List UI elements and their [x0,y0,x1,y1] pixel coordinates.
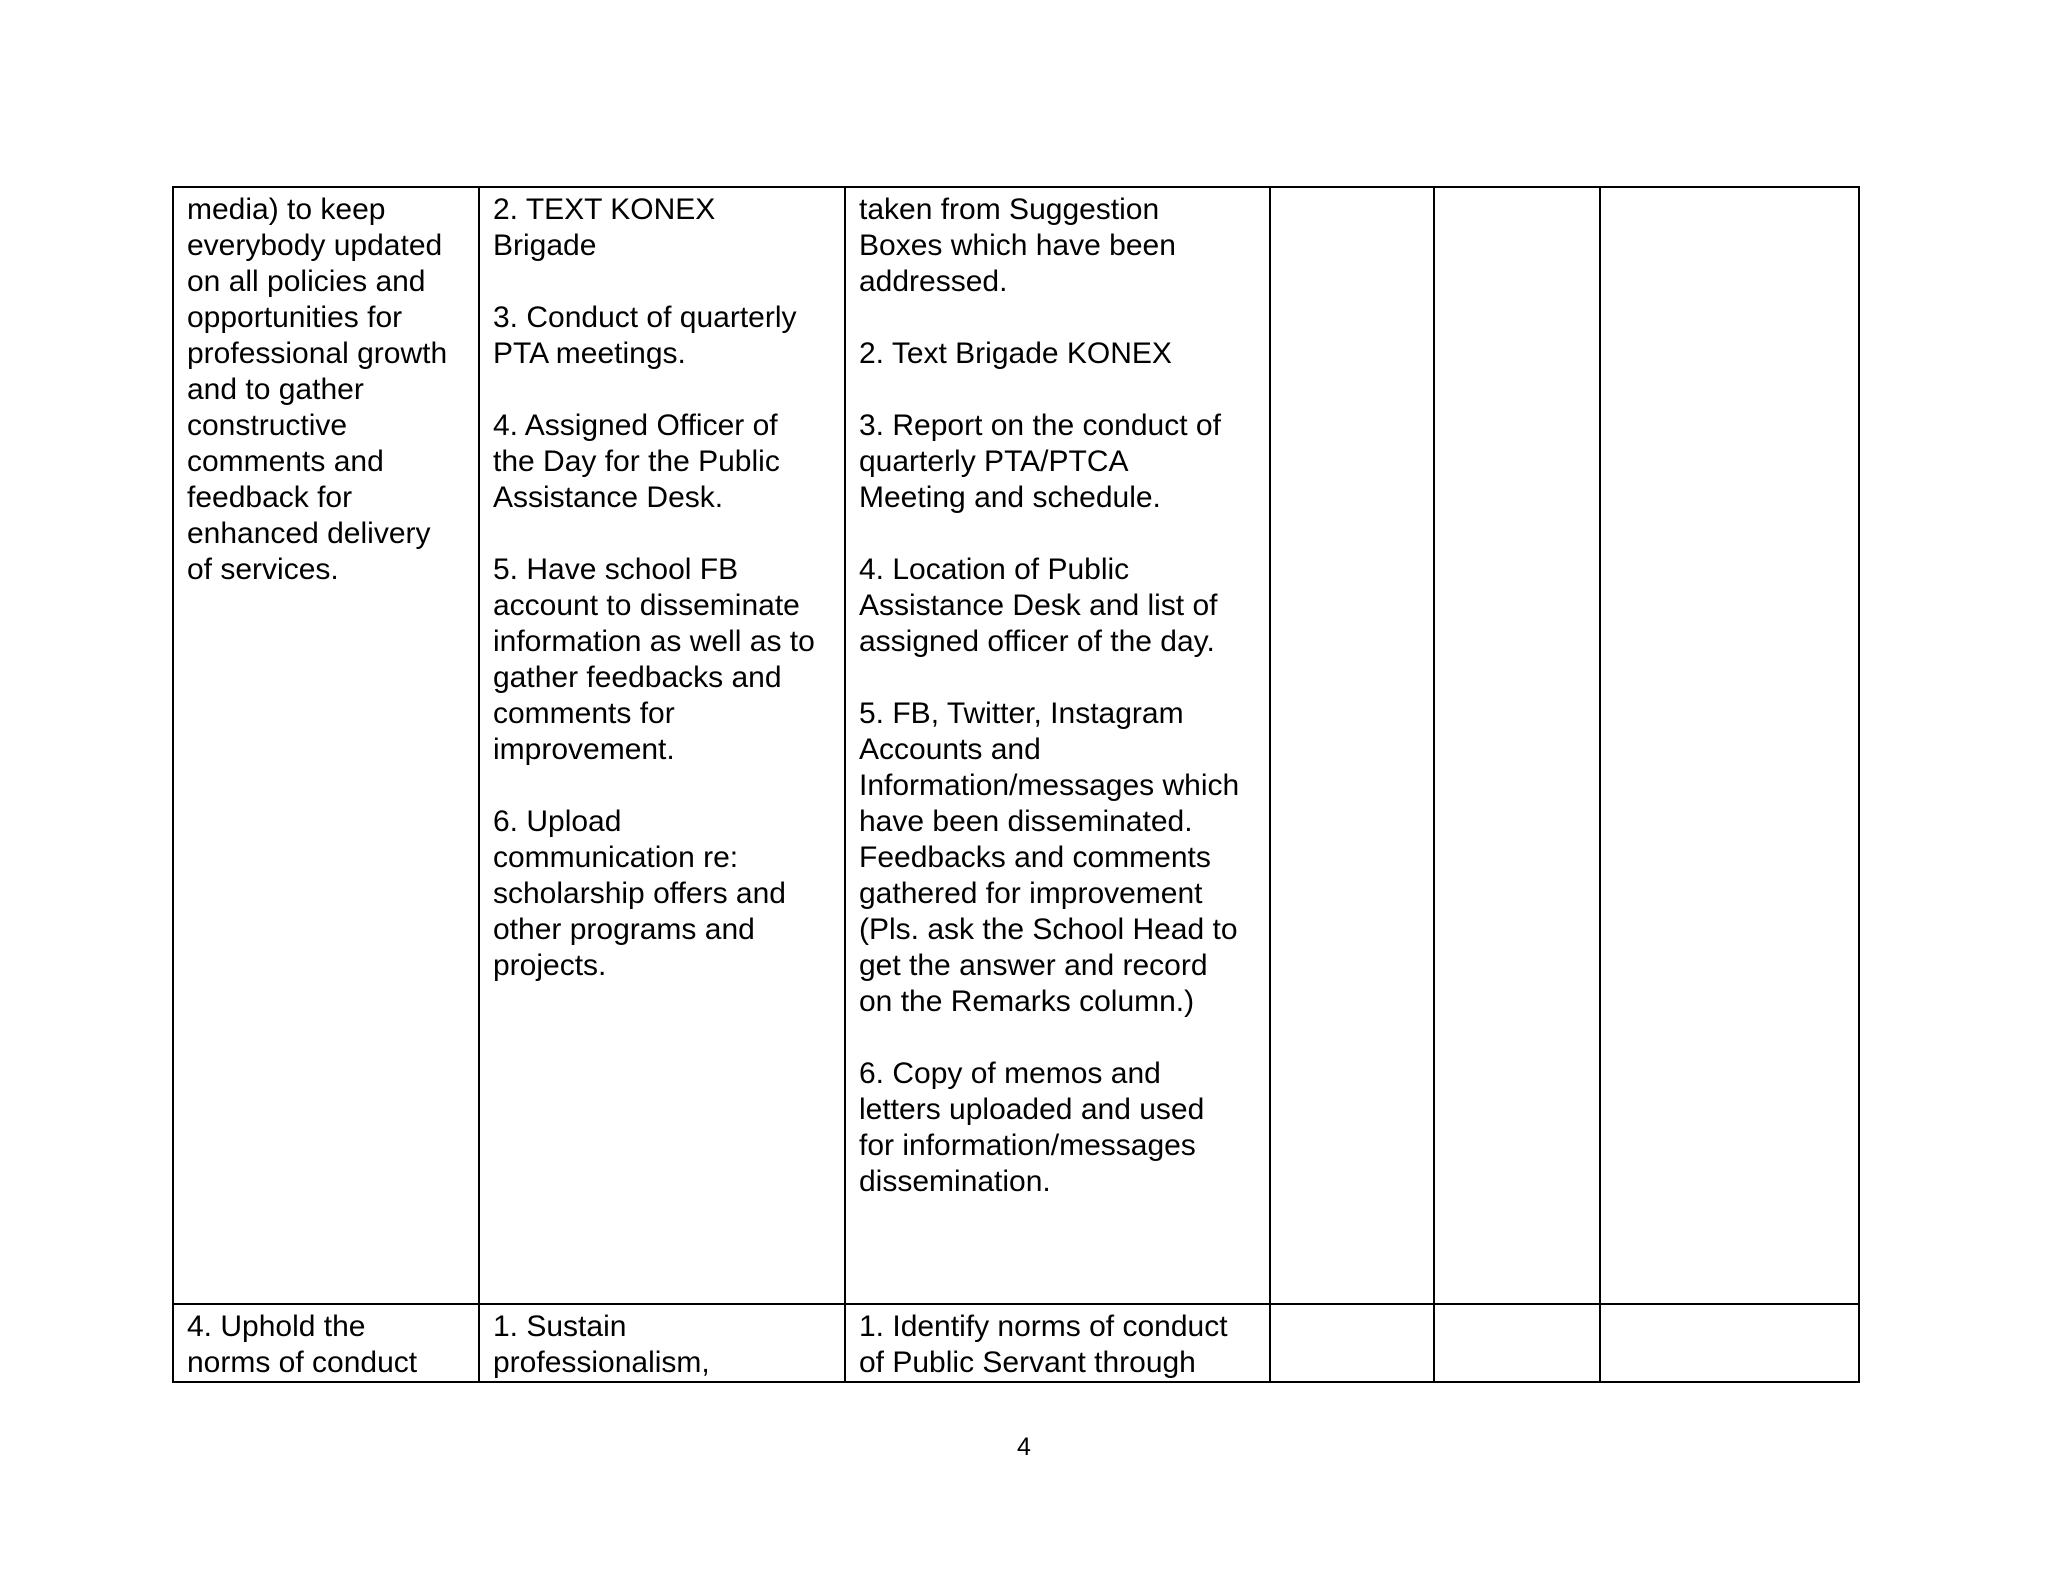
cell-paragraph: 6. Copy of memos and letters uploaded and used for information/messages dissemination. [859,1057,1205,1198]
cell-text: 1. Identify norms of conduct of Public Servant through [859,1310,1228,1379]
table-cell-empty [1434,187,1600,1304]
cell-paragraph: 6. Upload communication re: scholarship offers and other programs and projects. [493,805,786,982]
cell-paragraph: 3. Conduct of quarterly PTA meetings. [493,301,797,370]
table-cell-objective [173,1304,479,1382]
table-cell-empty [1270,187,1434,1304]
cell-paragraph: 2. Text Brigade KONEX [859,337,1172,370]
table-cell-evidence [845,187,1270,1304]
table-cell-empty [1600,1304,1859,1382]
table-cell-empty [1434,1304,1600,1382]
cell-paragraph: 5. Have school FB account to disseminate information as well as to gather feedbacks and comments for improvement. [493,553,815,766]
table-row [173,187,1859,1304]
page-number: 4 [1017,1433,1031,1461]
table-cell-objective [173,187,479,1304]
table-cell-activities [479,1304,845,1382]
cell-paragraph: 4. Location of Public Assistance Desk and list of assigned officer of the day. [859,553,1218,658]
cell-paragraph: 2. TEXT KONEX Brigade [493,193,716,262]
table-cell-empty [1600,187,1859,1304]
document-table [172,186,1860,1383]
table-cell-activities [479,187,845,1304]
cell-text: media) to keep everybody updated on all policies and opportunities for professional growth and to gather constructive comments and feedback for enhanced delivery of services. [187,193,448,586]
table-cell-empty [1270,1304,1434,1382]
cell-paragraph: 4. Assigned Officer of the Day for the Public Assistance Desk. [493,409,780,514]
cell-paragraph: 5. FB, Twitter, Instagram Accounts and Information/messages which have been disseminated. Feedbacks and comments gathered for improvement (Pls. ask the School Head to get the answer and record on the Remarks column.) [859,697,1240,1018]
table-row [173,1304,1859,1382]
cell-text: 1. Sustain professionalism, [493,1310,710,1379]
cell-paragraph: 3. Report on the conduct of quarterly PTA/PTCA Meeting and schedule. [859,409,1221,514]
table-cell-evidence [845,1304,1270,1382]
cell-paragraph: taken from Suggestion Boxes which have been addressed. [859,193,1176,298]
cell-text: 4. Uphold the norms of conduct [187,1310,418,1379]
